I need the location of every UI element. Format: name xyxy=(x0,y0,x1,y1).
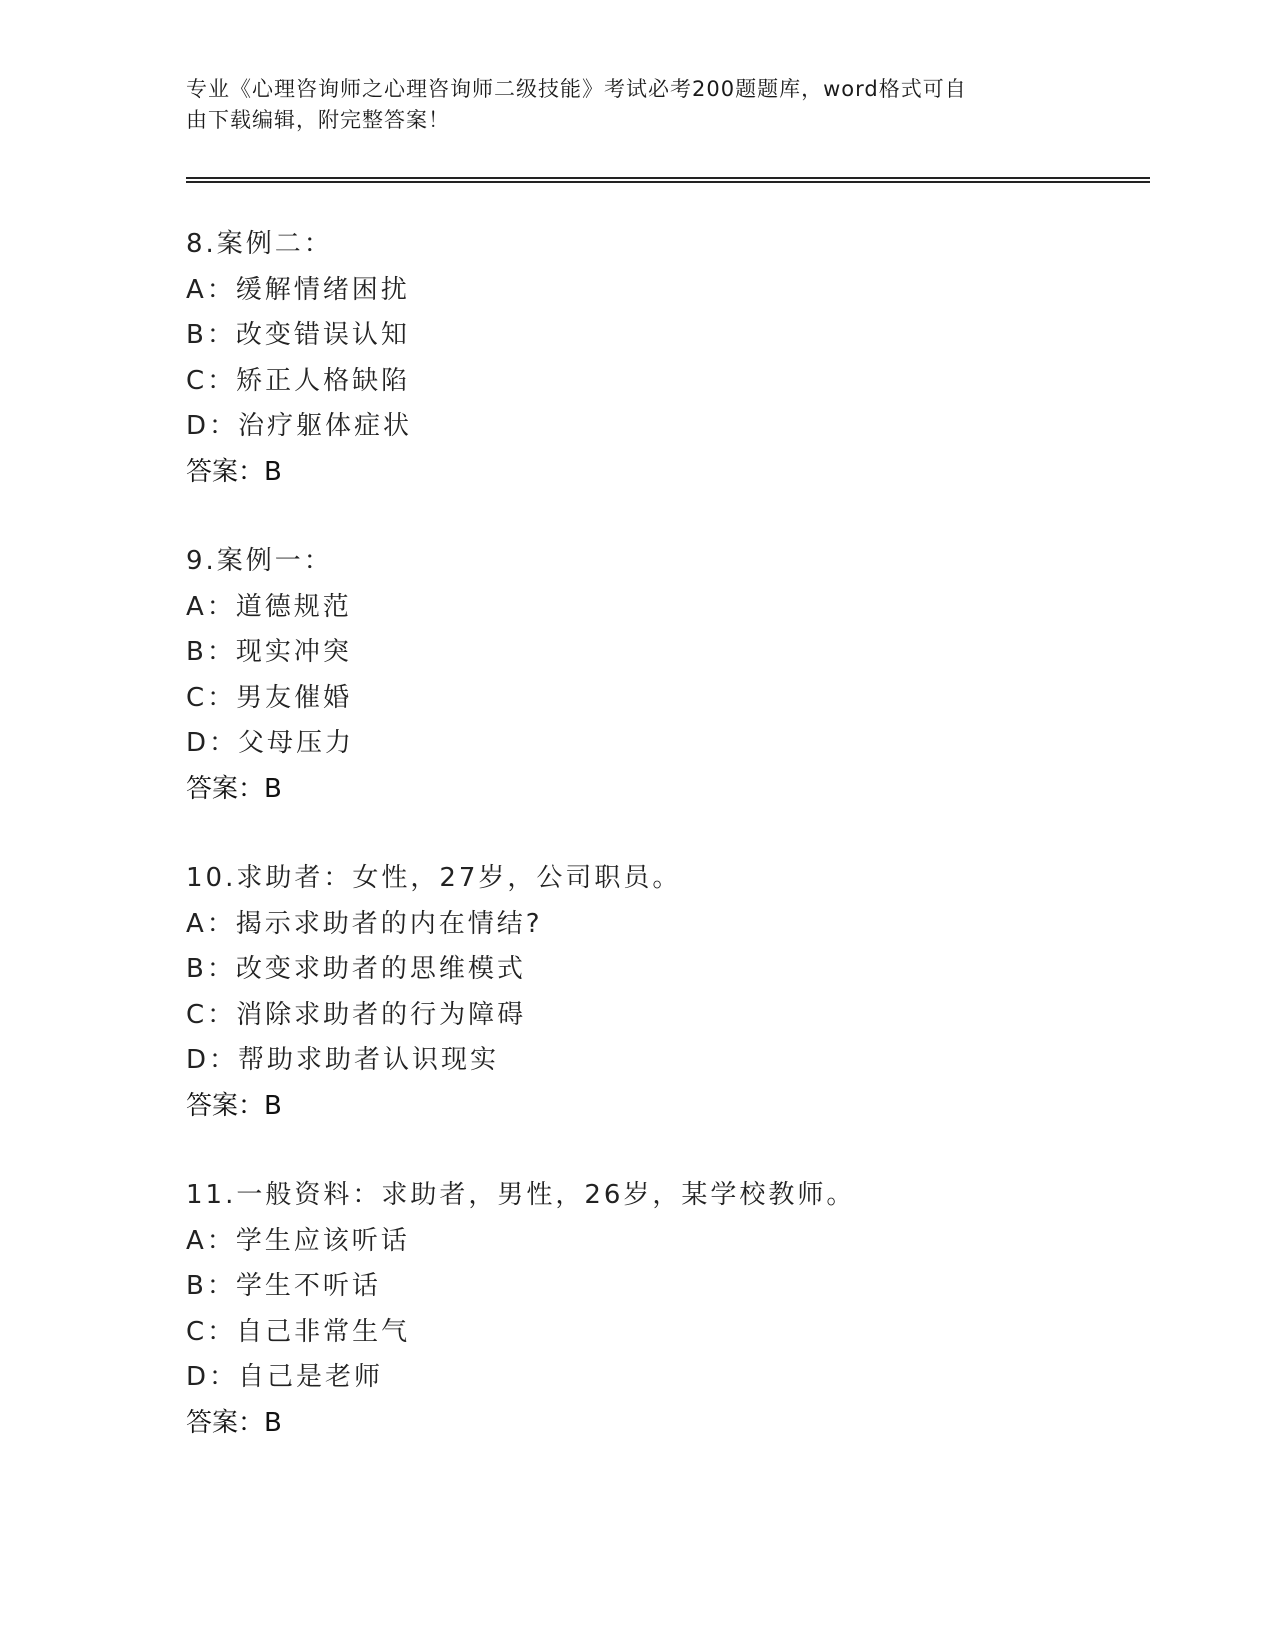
question-stem: 11.一般资料：求助者，男性，26岁，某学校教师。 xyxy=(186,1180,856,1210)
answer-label: 答案： xyxy=(186,456,265,487)
option-c: C：消除求助者的行为障碍 xyxy=(186,999,527,1030)
question-block xyxy=(186,539,1186,812)
question-block xyxy=(186,222,1186,495)
option-d: D：治疗躯体症状 xyxy=(186,411,413,441)
answer-value: B xyxy=(264,456,282,487)
option-a: A：道德规范 xyxy=(186,591,352,622)
option-c: C：矫正人格缺陷 xyxy=(186,365,411,396)
answer-line xyxy=(186,1401,1186,1447)
option-a: A：学生应该听话 xyxy=(186,1225,410,1256)
option-b: B：学生不听话 xyxy=(186,1271,381,1301)
answer-line xyxy=(186,767,1186,813)
answer-label: 答案： xyxy=(186,1090,265,1121)
option-d: D：父母压力 xyxy=(186,728,355,758)
option-a: A：揭示求助者的内在情结? xyxy=(186,908,543,939)
option-a: A：缓解情绪困扰 xyxy=(186,274,410,305)
document-header xyxy=(186,74,1066,136)
answer-label: 答案： xyxy=(186,1407,265,1438)
question-block xyxy=(186,856,1186,1129)
answer-line xyxy=(186,1084,1186,1130)
question-stem: 8.案例二： xyxy=(186,229,333,259)
option-b: B：改变错误认知 xyxy=(186,320,410,350)
answer-value: B xyxy=(264,773,282,804)
header-divider xyxy=(186,177,1150,183)
option-c: C：自己非常生气 xyxy=(186,1316,411,1347)
answer-value: B xyxy=(264,1090,282,1121)
header-line-1: 专业《心理咨询师之心理咨询师二级技能》考试必考200题题库，word格式可自 xyxy=(186,77,967,101)
answer-line xyxy=(186,450,1186,496)
question-stem: 10.求助者：女性，27岁，公司职员。 xyxy=(186,863,682,893)
option-b: B：改变求助者的思维模式 xyxy=(186,954,526,984)
answer-label: 答案： xyxy=(186,773,265,804)
answer-value: B xyxy=(264,1407,282,1438)
option-d: D：帮助求助者认识现实 xyxy=(186,1045,500,1075)
question-block xyxy=(186,1173,1186,1446)
option-c: C：男友催婚 xyxy=(186,682,353,713)
header-line-2: 由下载编辑，附完整答案！ xyxy=(186,108,450,132)
question-stem: 9.案例一： xyxy=(186,546,333,576)
option-b: B：现实冲突 xyxy=(186,637,352,667)
option-d: D：自己是老师 xyxy=(186,1362,384,1392)
